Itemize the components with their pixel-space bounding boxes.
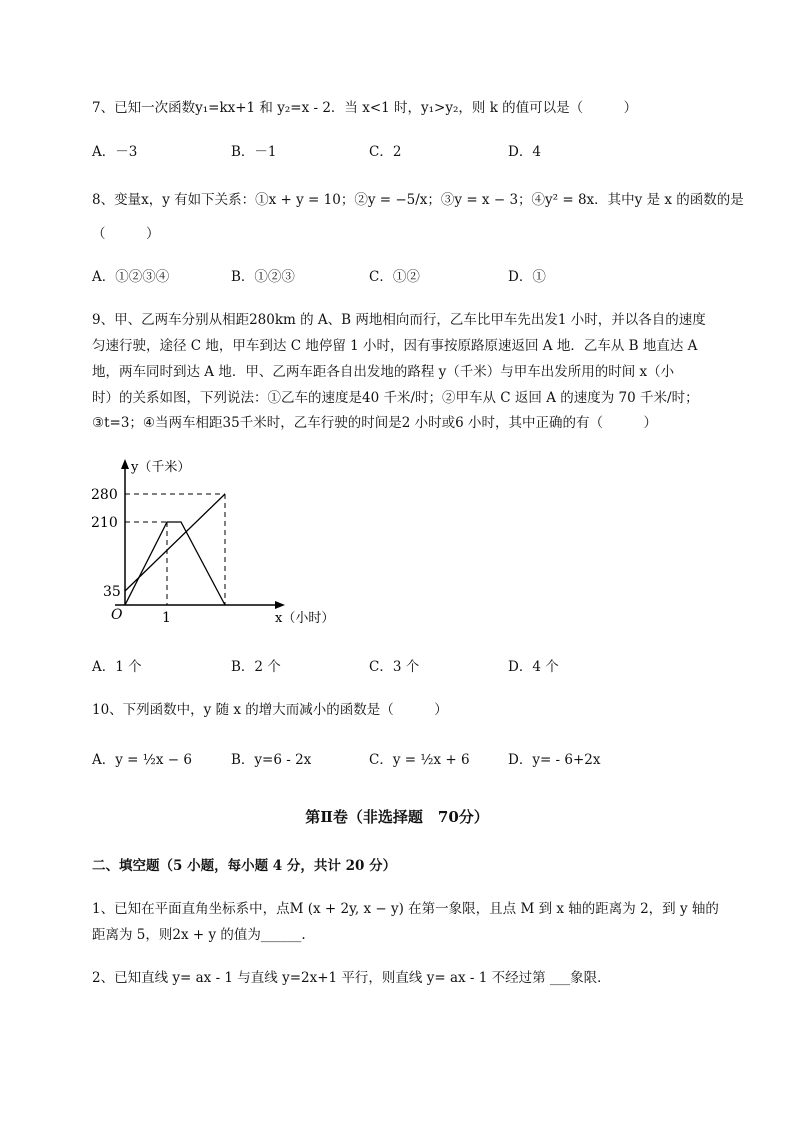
fill-1-line-1: 1、已知在平面直角坐标系中，点M (x + 2y, x − y) 在第一象限，且点 M 到 x 轴的距离为 2，到 y 轴的 <box>92 901 719 917</box>
x-axis-label: x（小时） <box>275 611 335 626</box>
question-9-line-5: ③t=3；④当两车相距35千米时，乙车行驶的时间是2 小时或6 小时，其中正确的有（ ） <box>92 415 657 431</box>
fill-1-line-2: 距离为 5，则2x + y 的值为______. <box>92 927 306 943</box>
x-tick-1: 1 <box>162 610 171 626</box>
question-9-line-1: 9、甲、乙两车分别从相距280km 的 A、B 两地相向而行，乙车比甲车先出发1 小时，并以各自的速度 <box>92 312 706 328</box>
q9-graph <box>85 455 355 635</box>
q10-option-a[interactable]: A．y = ½x − 6 <box>92 752 192 768</box>
y-tick-35: 35 <box>103 584 121 600</box>
q10-option-d[interactable]: D．y= - 6+2x <box>508 752 601 768</box>
q9-option-d[interactable]: D．4 个 <box>508 659 559 675</box>
y-axis-arrow <box>121 459 129 469</box>
q10-option-c[interactable]: C．y = ½x + 6 <box>369 752 470 768</box>
q7-option-a[interactable]: A．－3 <box>92 144 138 160</box>
question-8-stem: 8、变量x，y 有如下关系：①x + y = 10；②y = −5/x；③y = x − 3；④y² = 8x．其中y 是 x 的函数的是 <box>92 192 744 208</box>
question-8-stem-cont: （ ） <box>92 226 160 242</box>
q10-option-b[interactable]: B．y=6 - 2x <box>231 752 312 768</box>
question-9-line-2: 匀速行驶，途径 C 地，甲车到达 C 地停留 1 小时，因有事按原路原速返回 A 地．乙车从 B 地直达 A <box>92 338 698 354</box>
question-10-stem: 10、下列函数中，y 随 x 的增大而减小的函数是（ ） <box>92 702 448 718</box>
q7-option-d[interactable]: D．4 <box>508 144 541 160</box>
section-2-title: 第Ⅱ卷（非选择题 70分） <box>305 808 489 826</box>
q9-option-a[interactable]: A．1 个 <box>92 659 142 675</box>
q7-option-b[interactable]: B．－1 <box>231 144 277 160</box>
q8-option-d[interactable]: D．① <box>508 269 546 285</box>
q8-option-b[interactable]: B．①②③ <box>231 269 295 285</box>
q7-option-c[interactable]: C．2 <box>369 144 402 160</box>
q8-option-a[interactable]: A．①②③④ <box>92 269 170 285</box>
question-9-line-3: 地，两车同时到达 A 地．甲、乙两车距各自出发地的路程 y（千米）与甲车出发所用的时间 x（小 <box>92 364 675 380</box>
car-a-path <box>125 522 225 605</box>
q9-option-c[interactable]: C．3 个 <box>369 659 420 675</box>
q8-option-c[interactable]: C．①② <box>369 269 420 285</box>
q9-option-b[interactable]: B．2 个 <box>231 659 281 675</box>
y-tick-210: 210 <box>91 515 118 531</box>
origin-label: O <box>111 607 123 623</box>
y-axis-label: y（千米） <box>131 460 191 475</box>
fill-2-line-1: 2、已知直线 y= ax - 1 与直线 y=2x+1 平行，则直线 y= ax - 1 不经过第 ___象限． <box>92 970 611 986</box>
x-axis-arrow <box>275 601 285 609</box>
section-2-heading: 二、填空题（5 小题，每小题 4 分，共计 20 分） <box>92 858 397 874</box>
question-9-line-4: 时）的关系如图，下列说法：①乙车的速度是40 千米/时；②甲车从 C 返回 A 的速度为 70 千米/时； <box>92 390 699 406</box>
question-7-stem: 7、已知一次函数y₁=kx+1 和 y₂=x - 2．当 x<1 时，y₁>y₂，则 k 的值可以是（ ） <box>92 100 638 116</box>
y-tick-280: 280 <box>91 487 118 503</box>
